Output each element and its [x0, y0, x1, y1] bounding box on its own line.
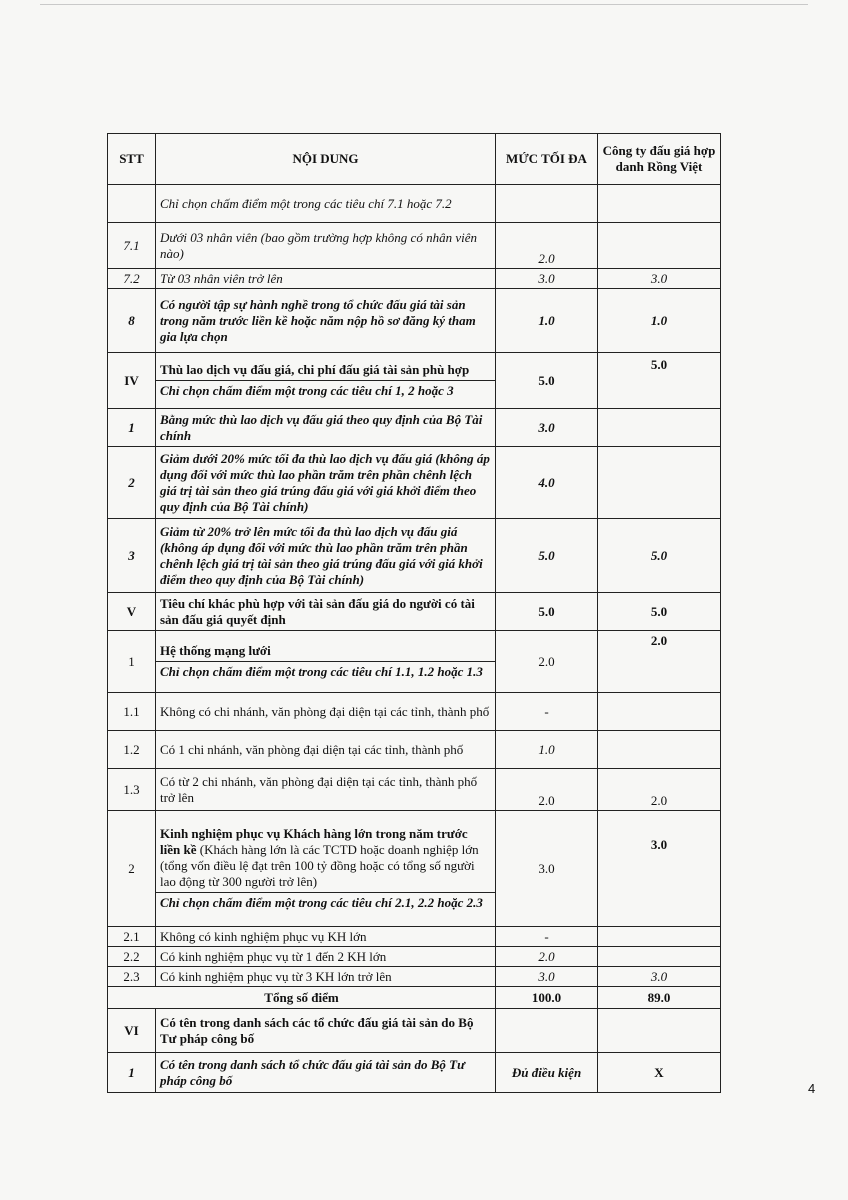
row-stt: VI [108, 1009, 156, 1053]
row-content: Không có chi nhánh, văn phòng đại diện tại các tỉnh, thành phố [156, 693, 496, 731]
table-row [108, 289, 721, 353]
table-row [108, 631, 721, 693]
table-row [108, 769, 721, 811]
header-noi-dung: NỘI DUNG [156, 134, 496, 185]
row-score: 2.0 [598, 631, 721, 693]
table-row [108, 731, 721, 769]
row-content: Giảm từ 20% trở lên mức tối đa thù lao dịch vụ đấu giá (không áp dụng đối với mức thù lao phần trăm trên phần chênh lệch giá trị tài sản theo giá trúng đấu giá với giá khởi điểm theo quy định của Bộ Tài chính) [156, 519, 496, 593]
row-max: - [496, 927, 598, 947]
table-row [108, 447, 721, 519]
row-stt: 1 [108, 1053, 156, 1093]
row-content: Tiêu chí khác phù hợp với tài sản đấu giá do người có tài sản đấu giá quyết định [156, 593, 496, 631]
table-row [108, 927, 721, 947]
top-divider [40, 4, 808, 5]
row-max: 3.0 [496, 269, 598, 289]
table-row [108, 185, 721, 223]
row-subnote: Chỉ chọn chấm điểm một trong các tiêu chí 1, 2 hoặc 3 [156, 380, 495, 399]
row-score: 1.0 [598, 289, 721, 353]
row-subnote: Chỉ chọn chấm điểm một trong các tiêu chí 2.1, 2.2 hoặc 2.3 [156, 892, 495, 911]
row-max: 2.0 [496, 947, 598, 967]
row-max: 5.0 [496, 353, 598, 409]
row-stt: 2.1 [108, 927, 156, 947]
row-content: Có người tập sự hành nghề trong tổ chức đấu giá tài sản trong năm trước liền kề hoặc năm nộp hồ sơ đăng ký tham gia lựa chọn [156, 289, 496, 353]
row-content: Có 1 chi nhánh, văn phòng đại diện tại các tỉnh, thành phố [156, 731, 496, 769]
row-stt: IV [108, 353, 156, 409]
row-max: 2.0 [496, 631, 598, 693]
row-content: Có kinh nghiệm phục vụ từ 3 KH lớn trở lên [156, 967, 496, 987]
table-row [108, 269, 721, 289]
row-content: Có tên trong danh sách tổ chức đấu giá tài sản do Bộ Tư pháp công bố [156, 1053, 496, 1093]
row-max: 5.0 [496, 593, 598, 631]
row-content: Không có kinh nghiệm phục vụ KH lớn [156, 927, 496, 947]
row-max: 5.0 [496, 519, 598, 593]
row-max: Đủ điều kiện [496, 1053, 598, 1093]
table-header-row [108, 134, 721, 185]
row-max: 2.0 [496, 769, 598, 811]
row-score: 3.0 [598, 811, 721, 927]
row-max: 3.0 [496, 409, 598, 447]
total-row [108, 987, 721, 1009]
row-content-bold: Kinh nghiệm phục vụ Khách hàng lớn trong năm trước liền kề [160, 826, 468, 857]
row-stt: 8 [108, 289, 156, 353]
row-stt: 7.2 [108, 269, 156, 289]
total-label: Tổng số điểm [108, 987, 496, 1009]
row-stt: 2.3 [108, 967, 156, 987]
table-row [108, 1009, 721, 1053]
row-max: 1.0 [496, 731, 598, 769]
row-content: Có kinh nghiệm phục vụ từ 1 đến 2 KH lớn [156, 947, 496, 967]
row-score: X [598, 1053, 721, 1093]
row-max: 3.0 [496, 967, 598, 987]
row-max: 2.0 [496, 223, 598, 269]
row-content: Có tên trong danh sách các tổ chức đấu giá tài sản do Bộ Tư pháp công bố [156, 1009, 496, 1053]
row-content: Hệ thống mạng lưới [160, 643, 271, 658]
table-row [108, 947, 721, 967]
row-score: 5.0 [598, 353, 721, 409]
row-score: 3.0 [598, 269, 721, 289]
row-max: 4.0 [496, 447, 598, 519]
table-row [108, 967, 721, 987]
row-content: Từ 03 nhân viên trở lên [156, 269, 496, 289]
row-max: 3.0 [496, 811, 598, 927]
page-number: 4 [808, 1081, 816, 1096]
row-stt: 2 [108, 811, 156, 927]
row-score: 2.0 [598, 769, 721, 811]
table-row [108, 223, 721, 269]
row-content: Thù lao dịch vụ đấu giá, chi phí đấu giá tài sản phù hợp [160, 362, 470, 377]
row-score [598, 409, 721, 447]
row-stt: 1 [108, 631, 156, 693]
row-stt: 2 [108, 447, 156, 519]
row-stt: 1.2 [108, 731, 156, 769]
total-score: 89.0 [598, 987, 721, 1009]
table-row [108, 1053, 721, 1093]
table-row [108, 593, 721, 631]
row-stt: 1.1 [108, 693, 156, 731]
row-score [598, 223, 721, 269]
row-content: Giảm dưới 20% mức tối đa thù lao dịch vụ đấu giá (không áp dụng đối với mức thù lao phần trăm trên phần chênh lệch giá trị tài sản theo giá trúng đấu giá với giá khởi điểm theo quy định của Bộ Tài chính) [156, 447, 496, 519]
total-max: 100.0 [496, 987, 598, 1009]
row-score [598, 731, 721, 769]
header-cong-ty: Công ty đấu giá hợp danh Rồng Việt [598, 134, 721, 185]
row-score [598, 447, 721, 519]
table-row [108, 409, 721, 447]
row-score [598, 947, 721, 967]
row-max: 1.0 [496, 289, 598, 353]
header-muc-toi-da: MỨC TỐI ĐA [496, 134, 598, 185]
row-stt: 2.2 [108, 947, 156, 967]
row-score: 5.0 [598, 593, 721, 631]
row-content: Chỉ chọn chấm điểm một trong các tiêu chí 7.1 hoặc 7.2 [156, 185, 496, 223]
table-row [108, 519, 721, 593]
row-score [598, 927, 721, 947]
table-row [108, 353, 721, 409]
row-score: 5.0 [598, 519, 721, 593]
row-content: Dưới 03 nhân viên (bao gồm trường hợp không có nhân viên nào) [156, 223, 496, 269]
row-stt: 1 [108, 409, 156, 447]
header-stt: STT [108, 134, 156, 185]
row-content [160, 826, 491, 890]
row-max: - [496, 693, 598, 731]
row-stt: 7.1 [108, 223, 156, 269]
table-row [108, 693, 721, 731]
row-score [598, 693, 721, 731]
row-stt: V [108, 593, 156, 631]
row-subnote: Chỉ chọn chấm điểm một trong các tiêu chí 1.1, 1.2 hoặc 1.3 [156, 661, 495, 680]
row-score: 3.0 [598, 967, 721, 987]
row-stt: 1.3 [108, 769, 156, 811]
row-stt: 3 [108, 519, 156, 593]
row-content: Có từ 2 chi nhánh, văn phòng đại diện tại các tỉnh, thành phố trở lên [156, 769, 496, 811]
evaluation-table [107, 133, 721, 1093]
row-content-rest: (Khách hàng lớn là các TCTD hoặc doanh nghiệp lớn (tổng vốn điều lệ đạt trên 100 tỷ đồng hoặc có tổng số người lao động từ 300 người trở lên) [160, 842, 479, 889]
row-content: Bằng mức thù lao dịch vụ đấu giá theo quy định của Bộ Tài chính [156, 409, 496, 447]
table-row [108, 811, 721, 927]
